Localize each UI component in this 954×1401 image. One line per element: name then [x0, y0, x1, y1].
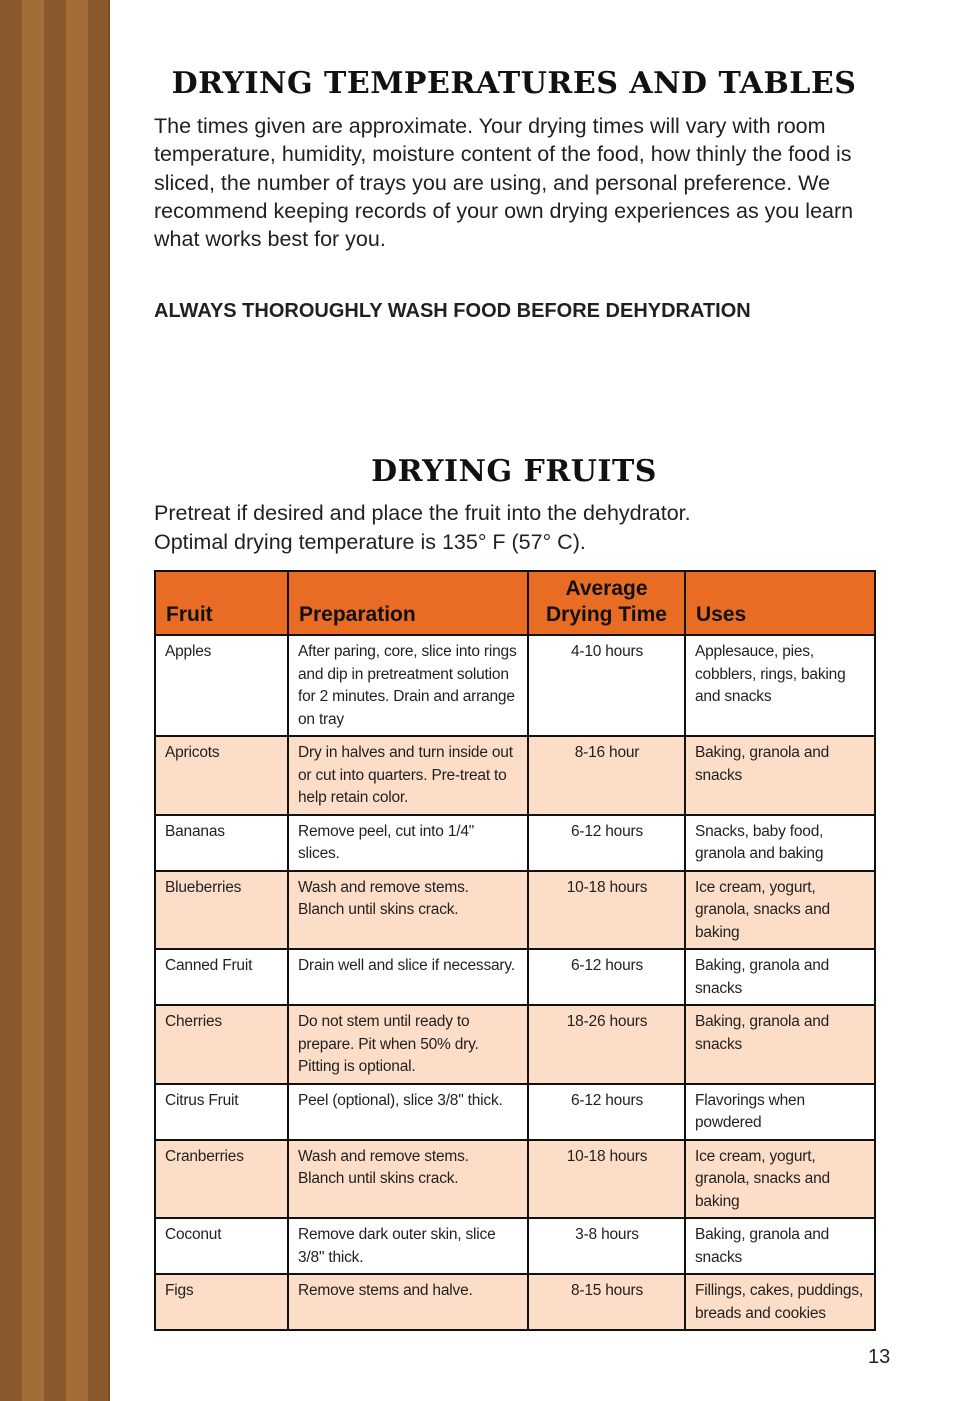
cell-preparation: Wash and remove stems. Blanch until skins crack.	[288, 871, 528, 950]
table-row	[155, 949, 875, 1005]
cell-fruit: Apricots	[155, 736, 288, 815]
fruit-drying-table	[154, 570, 876, 1331]
cell-preparation: After paring, core, slice into rings and dip in pretreatment solution for 2 minutes. Drain and arrange on tray	[288, 635, 528, 736]
cell-drying-time: 8-16 hour	[528, 736, 685, 815]
decorative-side-stripes	[0, 0, 110, 1401]
cell-drying-time: 3-8 hours	[528, 1218, 685, 1274]
cell-uses: Ice cream, yogurt, granola, snacks and baking	[685, 871, 875, 950]
cell-fruit: Cherries	[155, 1005, 288, 1084]
header-preparation: Preparation	[288, 571, 528, 635]
cell-fruit: Citrus Fruit	[155, 1084, 288, 1140]
table-row	[155, 871, 875, 950]
cell-fruit: Cranberries	[155, 1140, 288, 1219]
table-header-row	[155, 571, 875, 635]
table-row	[155, 1218, 875, 1274]
cell-drying-time: 18-26 hours	[528, 1005, 685, 1084]
cell-drying-time: 8-15 hours	[528, 1274, 685, 1330]
cell-preparation: Remove dark outer skin, slice 3/8" thick.	[288, 1218, 528, 1274]
header-drying-time-line-1: Average	[565, 577, 648, 600]
fruits-intro-line-2: Optimal drying temperature is 135° F (57° C).	[154, 530, 586, 554]
section-title-drying-fruits: DRYING FRUITS	[371, 454, 657, 489]
cell-uses: Flavorings when powdered	[685, 1084, 875, 1140]
cell-fruit: Coconut	[155, 1218, 288, 1274]
cell-fruit: Apples	[155, 635, 288, 736]
cell-uses: Baking, granola and snacks	[685, 949, 875, 1005]
page-number: 13	[868, 1346, 891, 1368]
cell-uses: Baking, granola and snacks	[685, 736, 875, 815]
wash-warning: ALWAYS THOROUGHLY WASH FOOD BEFORE DEHYDRATION	[154, 300, 751, 322]
cell-preparation: Drain well and slice if necessary.	[288, 949, 528, 1005]
cell-preparation: Do not stem until ready to prepare. Pit when 50% dry. Pitting is optional.	[288, 1005, 528, 1084]
table-row	[155, 635, 875, 736]
cell-fruit: Canned Fruit	[155, 949, 288, 1005]
cell-uses: Snacks, baby food, granola and baking	[685, 815, 875, 871]
table-row	[155, 1005, 875, 1084]
cell-preparation: Remove peel, cut into 1/4" slices.	[288, 815, 528, 871]
cell-preparation: Wash and remove stems. Blanch until skins crack.	[288, 1140, 528, 1219]
table-row	[155, 1084, 875, 1140]
header-drying-time-line-2: Drying Time	[546, 603, 667, 626]
fruits-intro	[154, 499, 879, 557]
cell-drying-time: 6-12 hours	[528, 1084, 685, 1140]
cell-uses: Fillings, cakes, puddings, breads and cookies	[685, 1274, 875, 1330]
cell-uses: Baking, granola and snacks	[685, 1005, 875, 1084]
cell-fruit: Bananas	[155, 815, 288, 871]
cell-fruit: Figs	[155, 1274, 288, 1330]
cell-preparation: Dry in halves and turn inside out or cut into quarters. Pre-treat to help retain color.	[288, 736, 528, 815]
cell-preparation: Remove stems and halve.	[288, 1274, 528, 1330]
cell-fruit: Blueberries	[155, 871, 288, 950]
cell-preparation: Peel (optional), slice 3/8" thick.	[288, 1084, 528, 1140]
fruits-intro-line-1: Pretreat if desired and place the fruit into the dehydrator.	[154, 501, 691, 525]
cell-uses: Applesauce, pies, cobblers, rings, baking and snacks	[685, 635, 875, 736]
table-row	[155, 815, 875, 871]
header-uses: Uses	[685, 571, 875, 635]
cell-drying-time: 4-10 hours	[528, 635, 685, 736]
table-row	[155, 736, 875, 815]
cell-uses: Baking, granola and snacks	[685, 1218, 875, 1274]
intro-paragraph: The times given are approximate. Your drying times will vary with room temperature, humidity, moisture content of the food, how thinly the food is sliced, the number of trays you are using, and personal preference. We recommend keeping records of your own drying experiences as you learn what works best for you.	[154, 114, 854, 252]
cell-drying-time: 6-12 hours	[528, 949, 685, 1005]
header-drying-time	[528, 571, 685, 635]
header-fruit: Fruit	[155, 571, 288, 635]
table-row	[155, 1274, 875, 1330]
page-title: DRYING TEMPERATURES AND TABLES	[171, 66, 857, 101]
cell-uses: Ice cream, yogurt, granola, snacks and baking	[685, 1140, 875, 1219]
table-row	[155, 1140, 875, 1219]
cell-drying-time: 10-18 hours	[528, 1140, 685, 1219]
cell-drying-time: 10-18 hours	[528, 871, 685, 950]
cell-drying-time: 6-12 hours	[528, 815, 685, 871]
